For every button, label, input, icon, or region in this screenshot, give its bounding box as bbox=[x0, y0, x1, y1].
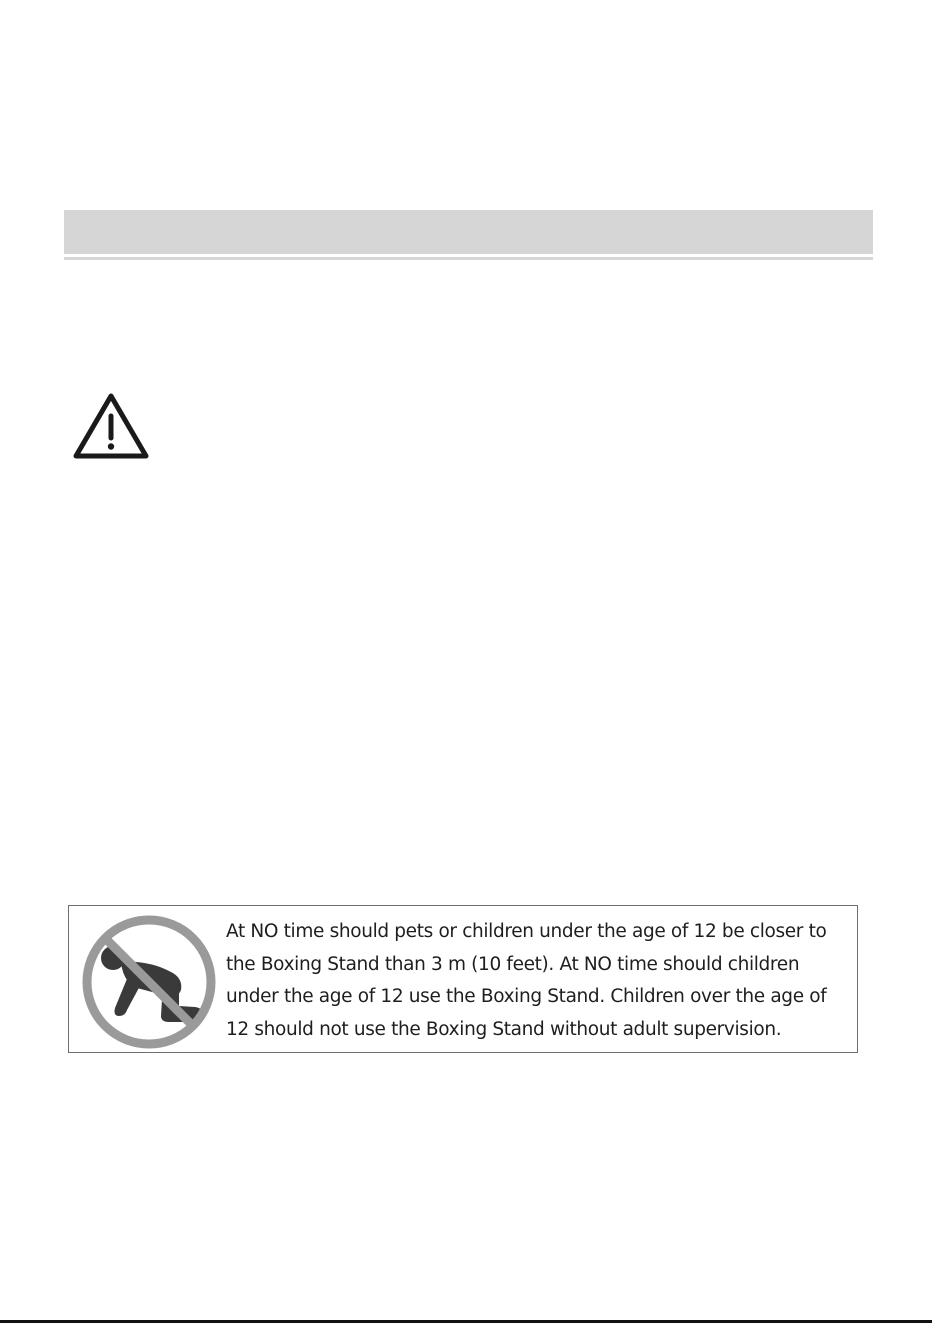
section-divider bbox=[64, 257, 873, 260]
no-children-icon bbox=[79, 912, 219, 1052]
warning-triangle-icon bbox=[70, 390, 152, 462]
child-safety-notice bbox=[68, 905, 858, 1053]
notice-text: At NO time should pets or children under the age of 12 be closer to the Boxing Stand than 3 m (10 feet). At NO time should children under the age of 12 use the Boxing Stand. Children over the age of 12 should not use the Boxing Stand without adult supervision. bbox=[226, 921, 827, 1040]
section-header-bar bbox=[64, 210, 873, 254]
